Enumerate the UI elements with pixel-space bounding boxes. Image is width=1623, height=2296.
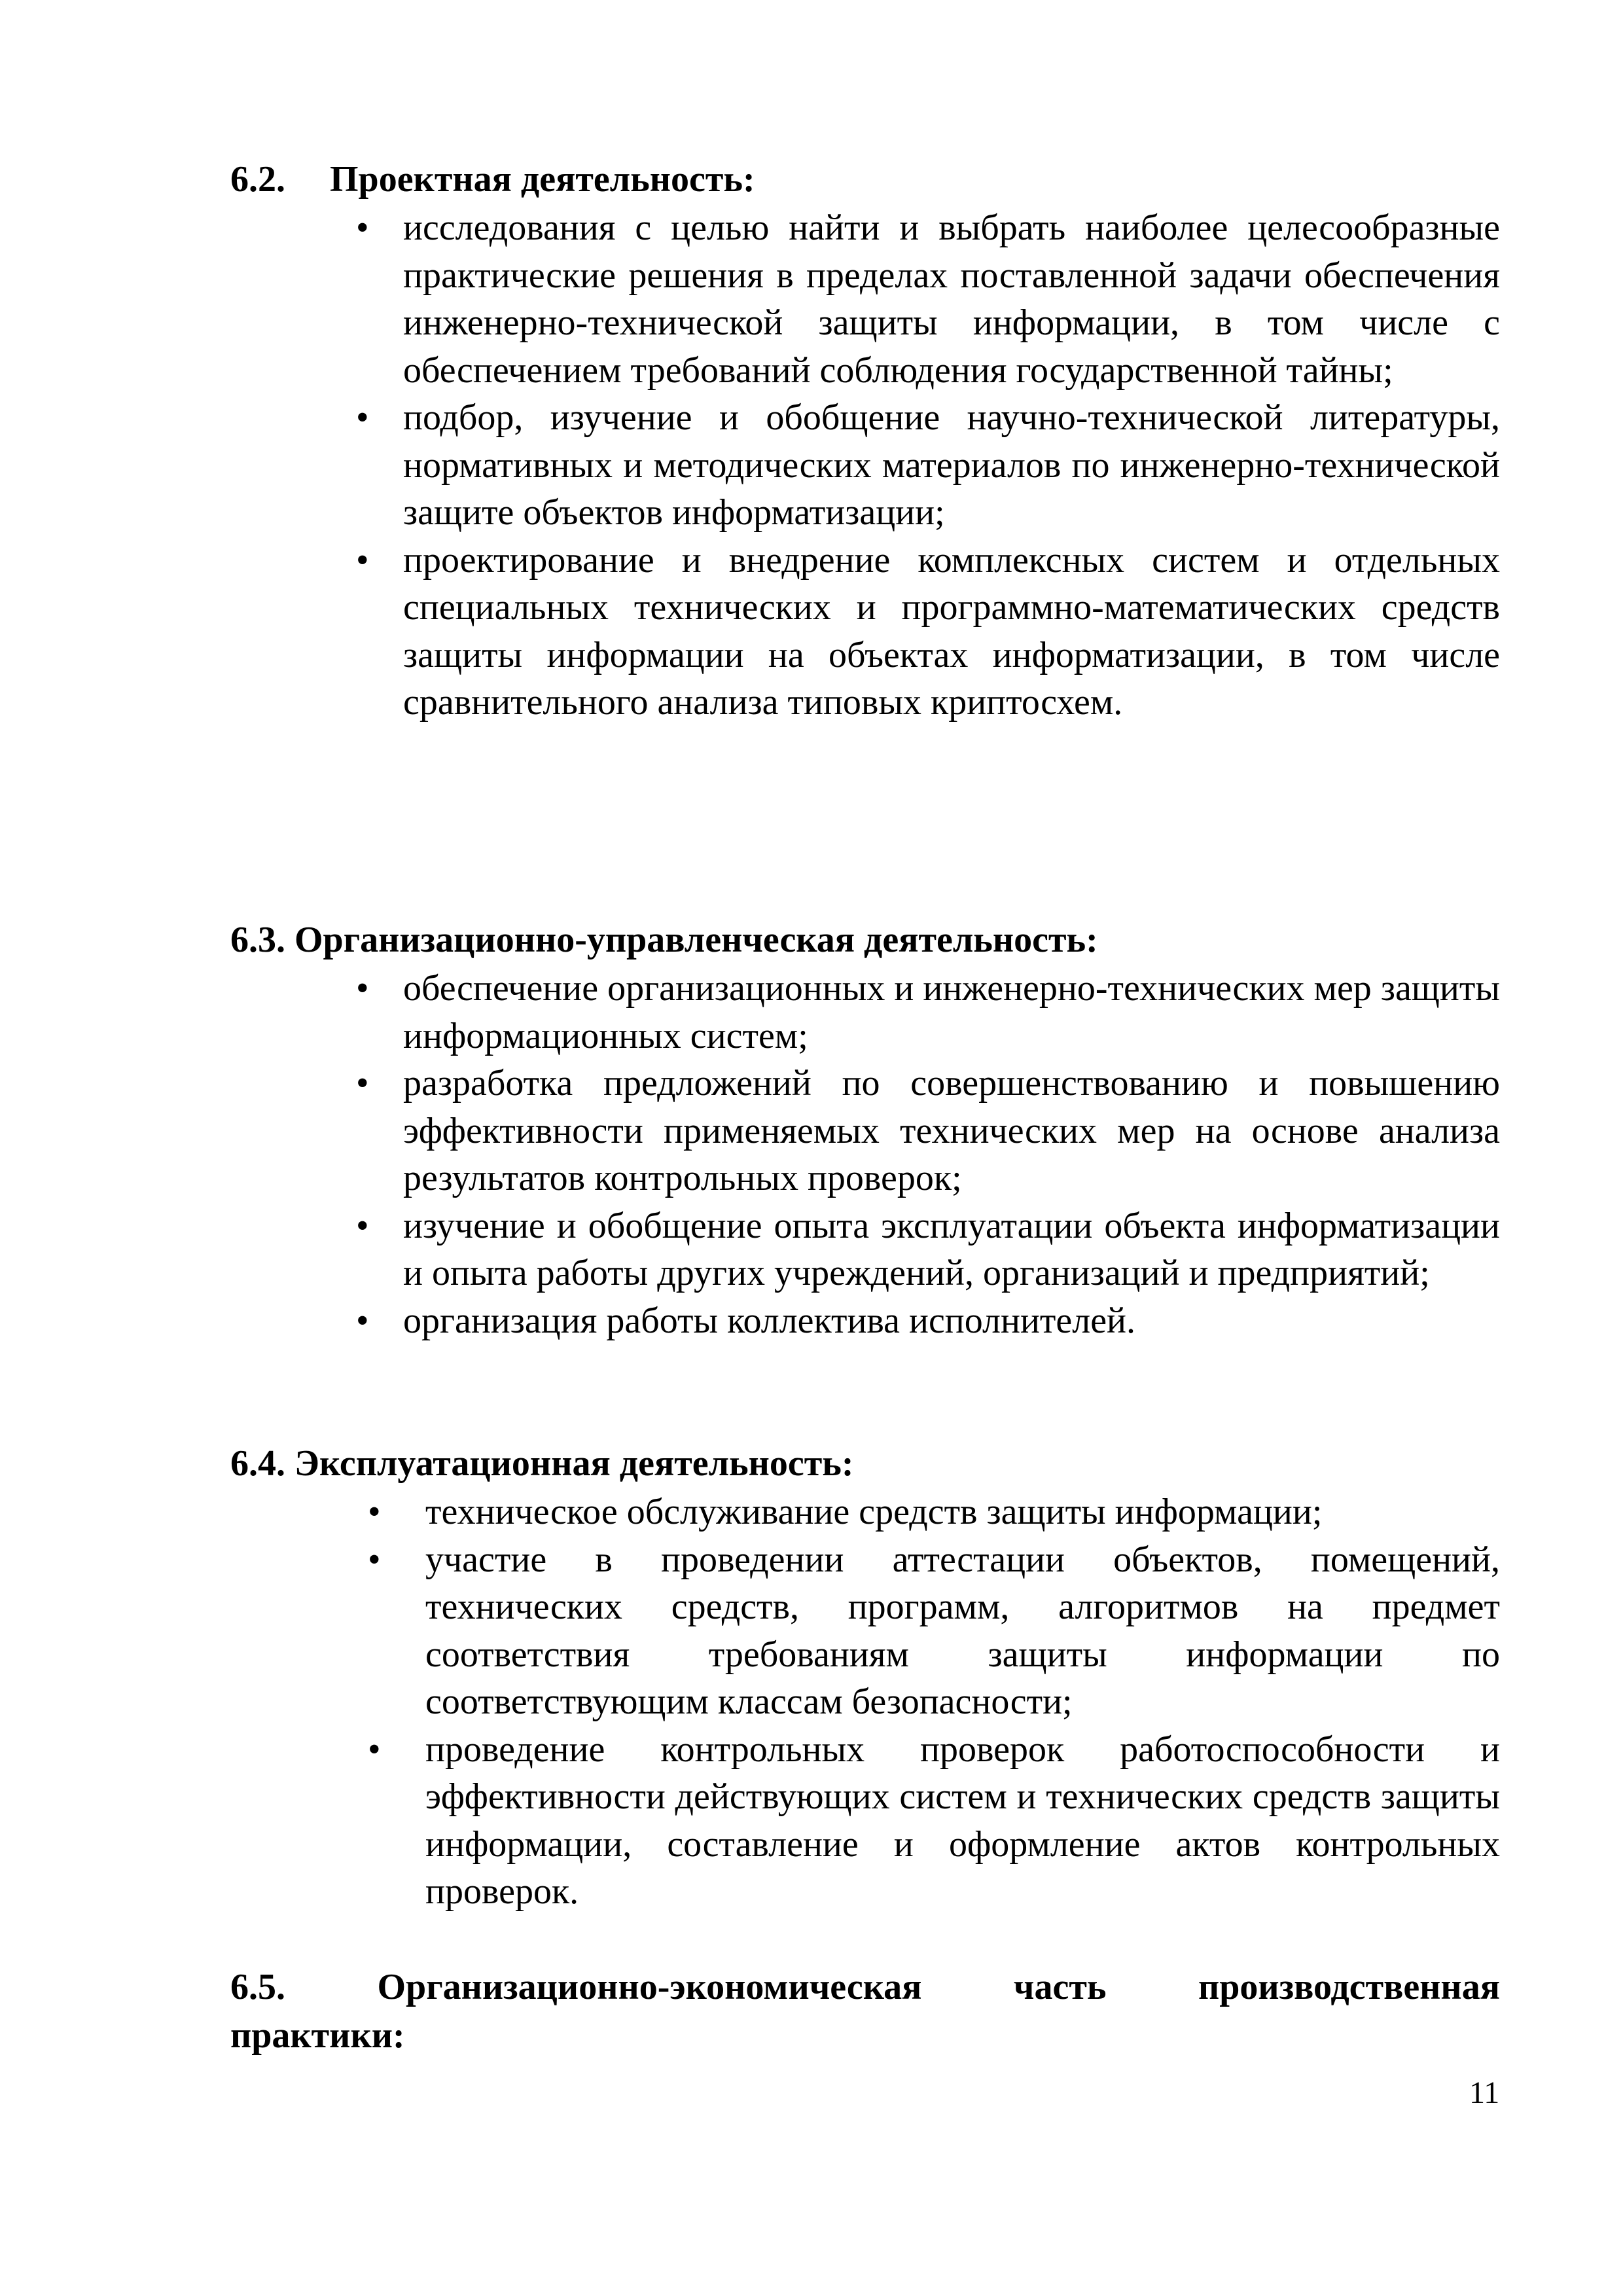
bullet-icon: • [368, 1492, 381, 1532]
section-6-2-list [356, 204, 1500, 726]
section-number: 6.3. [230, 920, 285, 960]
section-title-line-1: Организационно-экономическая часть производственная [377, 1967, 1500, 2007]
list-item: • организация работы коллектива исполнителей. [403, 1297, 1500, 1345]
section-number: 6.5. [230, 1967, 285, 2007]
list-item: • разработка предложений по совершенствованию и повышению эффективности применяемых технических мер на основе анализа результатов контрольных проверок; [403, 1060, 1500, 1202]
bullet-icon: • [356, 207, 369, 248]
bullet-icon: • [368, 1729, 381, 1770]
list-item: • проектирование и внедрение комплексных систем и отдельных специальных технических и программно-математических средств защиты информации на объектах информатизации, в том числе сравнительного анализа типовых криптосхем. [403, 537, 1500, 726]
list-item: • подбор, изучение и обобщение научно-технической литературы, нормативных и методических материалов по инженерно-технической защите объектов информатизации; [403, 394, 1500, 537]
list-item: • исследования с целью найти и выбрать наиболее целесообразные практические решения в пределах поставленной задачи обеспечения инженерно-технической защиты информации, в том числе с обеспечением требований соблюдения государственной тайны; [403, 204, 1500, 394]
bullet-icon: • [356, 539, 369, 581]
section-6-4-list [368, 1488, 1500, 1916]
section-number: 6.4. [230, 1443, 285, 1484]
section-title: Проектная деятельность: [330, 159, 755, 200]
bullet-icon: • [356, 1063, 369, 1103]
section-title: Эксплуатационная деятельность: [294, 1443, 854, 1484]
bullet-icon: • [356, 968, 369, 1009]
bullet-icon: • [356, 1300, 369, 1341]
section-heading-6-5 [230, 1964, 1500, 2011]
section-title: Организационно-управленческая деятельность: [294, 920, 1098, 960]
list-item: • участие в проведении аттестации объектов, помещений, технических средств, программ, алгоритмов на предмет соответствия требованиям защиты информации по соответствующим классам безопасности; [425, 1536, 1500, 1726]
section-number: 6.2. [230, 159, 285, 200]
section-heading-6-4 [230, 1440, 854, 1487]
section-6-3-list [356, 965, 1500, 1344]
list-item: • техническое обслуживание средств защиты информации; [425, 1488, 1500, 1536]
list-item: • обеспечение организационных и инженерно-технических мер защиты информационных систем; [403, 965, 1500, 1060]
bullet-icon: • [368, 1539, 381, 1580]
bullet-icon: • [356, 397, 369, 438]
list-item: • проведение контрольных проверок работоспособности и эффективности действующих систем и технических средств защиты информации, составление и оформление актов контрольных проверок. [425, 1726, 1500, 1916]
bullet-icon: • [356, 1205, 369, 1246]
section-heading-6-2 [230, 156, 755, 203]
section-heading-6-3 [230, 916, 1098, 963]
section-title-line-2: практики: [230, 2015, 405, 2056]
page-number: 11 [1469, 2075, 1500, 2110]
list-item: • изучение и обобщение опыта эксплуатации объекта информатизации и опыта работы других учреждений, организаций и предприятий; [403, 1202, 1500, 1297]
